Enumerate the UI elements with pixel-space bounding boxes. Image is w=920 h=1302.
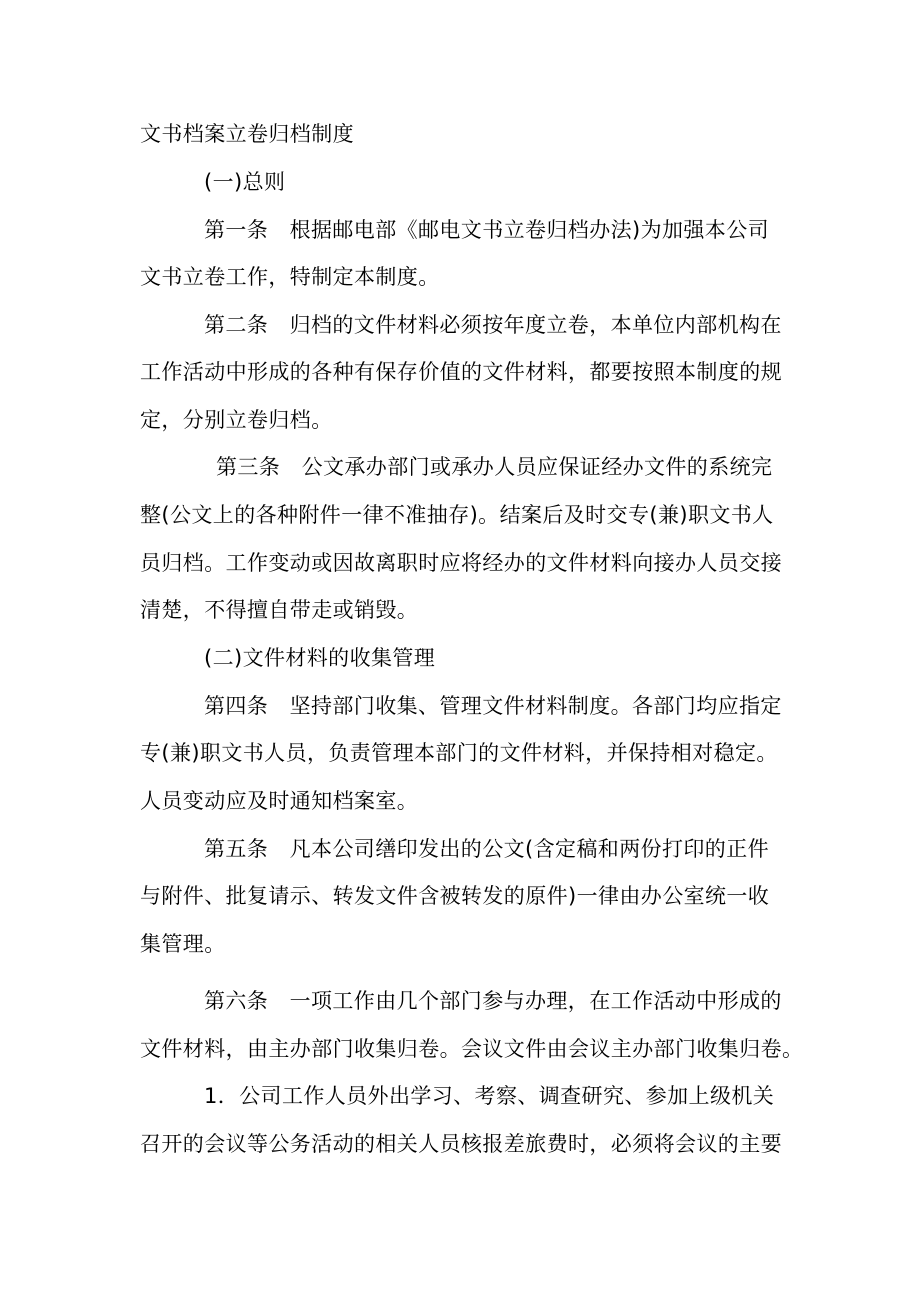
paragraph-line: 定，分别立卷归档。 — [140, 408, 333, 432]
paragraph-line: 工作活动中形成的各种有保存价值的文件材料，都要按照本制度的规 — [140, 360, 782, 384]
paragraph-line: 与附件、批复请示、转发文件含被转发的原件)一律由办公室统一收 — [140, 884, 770, 908]
paragraph-line: 人员变动应及时通知档案室。 — [140, 789, 419, 813]
paragraph-line: 员归档。工作变动或因故离职时应将经办的文件材料向接办人员交接 — [140, 551, 782, 575]
document-title: 文书档案立卷归档制度 — [140, 122, 354, 146]
paragraph-line: 第二条 归档的文件材料必须按年度立卷，本单位内部机构在 — [204, 313, 782, 337]
paragraph-line: 第四条 坚持部门收集、管理文件材料制度。各部门均应指定 — [204, 694, 782, 718]
paragraph-line: 第一条 根据邮电部《邮电文书立卷归档办法)为加强本公司 — [204, 218, 769, 242]
paragraph-line: 第三条 公文承办部门或承办人员应保证经办文件的系统完 — [216, 455, 773, 479]
list-item-line: 1．公司工作人员外出学习、考察、调查研究、参加上级机关 — [204, 1084, 775, 1108]
paragraph-line: 召开的会议等公务活动的相关人员核报差旅费时，必须将会议的主要 — [140, 1132, 782, 1156]
paragraph-line: 第六条 一项工作由几个部门参与办理，在工作活动中形成的 — [204, 989, 782, 1013]
section-heading-collection: (二)文件材料的收集管理 — [204, 646, 436, 670]
paragraph-line: 集管理。 — [140, 932, 226, 956]
paragraph-line: 文书立卷工作，特制定本制度。 — [140, 265, 440, 289]
paragraph-line: 专(兼)职文书人员，负责管理本部门的文件材料，并保持相对稳定。 — [140, 741, 778, 765]
paragraph-line: 整(公文上的各种附件一律不准抽存)。结案后及时交专(兼)职文书人 — [140, 503, 774, 527]
paragraph-line: 文件材料，由主办部门收集归卷。会议文件由会议主办部门收集归卷。 — [140, 1037, 804, 1061]
section-heading-general: (一)总则 — [204, 170, 286, 194]
paragraph-line: 清楚，不得擅自带走或销毁。 — [140, 598, 419, 622]
paragraph-line: 第五条 凡本公司缮印发出的公文(含定稿和两份打印的正件 — [204, 837, 769, 861]
